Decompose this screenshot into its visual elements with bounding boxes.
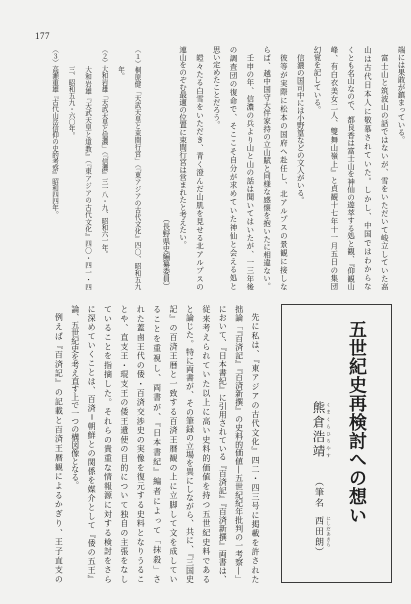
author-byline xyxy=(308,401,331,558)
note-line: （１）桐原健「天武天皇と束間行宮」（『東アジアの古代文化』四〇、昭和五九 xyxy=(133,46,141,290)
pen-name-ruby xyxy=(313,515,331,548)
text-column: ることを重視し、両書が、『日本書紀』編者によって「抹殺」さ xyxy=(152,305,162,583)
author-name-reading: くまくらひろやす xyxy=(325,401,331,459)
note-line: 大和岩雄『天武天皇と道教』（『東アジアの古代文化』四〇・四一・四 xyxy=(83,65,92,290)
text-column: れた蓋鹵王代の倭・百済交渉史の実像を復元する史料となりうるこ xyxy=(136,305,146,583)
text-column: 信濃の国司中には小野篁などの文人がいる。 xyxy=(296,53,306,204)
note-line: （３）高瀬重雄『古代山岳信仰の史的考察』昭和四四年。 xyxy=(50,46,59,218)
text-column: 例えば『百済記』の記載と百済王暦観によるかぎり、王子直支の xyxy=(54,313,64,583)
text-column: 記』の百済王暦と一致する百済王暦観の上に立脚して文を成してい xyxy=(169,305,179,583)
text-column: ていることを指摘した。それらの貴重な情報源に対する検討をさら xyxy=(103,305,113,583)
previous-article-text xyxy=(157,46,409,290)
article-title-box xyxy=(281,304,392,583)
text-column: の調査団の復命で、そここそ自分が求めていた神仙と会える処と xyxy=(229,46,239,290)
page-number: 177 xyxy=(35,31,50,41)
notes xyxy=(46,46,145,290)
text-column: とや、直支王・琨支王の倭王遺使の目的について独自の主張をなし xyxy=(119,305,129,583)
text-column: 壬申の年、信濃の兵より山と山の話は聞いてはいたが、一三年後 xyxy=(245,53,255,290)
pen-name-text: 西田朗 xyxy=(313,515,323,547)
note-line: （２）大和岩雄「天武天皇と信濃」（『信濃』三一八・九、昭和六一年。 xyxy=(100,46,108,258)
note-line: 三、昭和五九・六〇年。 xyxy=(67,65,75,139)
article-title: 五世紀史再検討への想い xyxy=(346,320,367,525)
text-column: に深めていくことは、百済＝朝鮮との関係を媒介として『倭の五王』 xyxy=(87,305,97,583)
pen-name-close: ） xyxy=(313,547,323,558)
text-column: らば、越中国守大伴家持の立山賦と同様な感懐を抱いたに相違ない。 xyxy=(262,46,272,290)
text-column: 皚々たる白雪をいただき、青く澄んだ山肌を見せる北アルプスの xyxy=(195,53,205,290)
text-column: 論、五世紀史を考え直す上で一つの構図像となる。 xyxy=(70,305,80,489)
author-name: 熊倉浩靖 xyxy=(311,401,326,459)
text-column: 峰、有白衣美女二人、雙舞山嶺上』と貞観十七年十一月五日の集団 xyxy=(329,46,339,290)
text-column: 山は古代日本人に敬慕されていた。しかし、中国ではわからな xyxy=(363,46,373,290)
author-affiliation: （長野県史編纂委員） xyxy=(161,215,171,290)
text-column: 端には果敢が鎮まっている。 xyxy=(397,46,406,144)
text-column: くとも名山なので、都良香は富士山を神仙の遊萃する処と観、『仰観山 xyxy=(346,46,356,290)
pen-name-reading: にしだあきら xyxy=(325,515,331,547)
text-column: 彼等が実際に松本の国府へ赴任し、北アルプスの景観に接しな xyxy=(279,53,289,290)
note-line: 年。 xyxy=(116,65,125,79)
text-column: 連山をのぞむ最適の位置に束間行宮は営まれたと考えたい。 xyxy=(178,46,188,249)
text-column: 拙論「『百済記』『百済新撰』の史料的価値―五世紀紀年批判の一考察―」 xyxy=(234,305,244,583)
text-column: 幻覚を記している。 xyxy=(313,46,323,114)
text-column: 従来考えられていた以上に高い史料的価値を持つ五世紀史料である xyxy=(201,305,211,583)
text-column: 思い定めたことだろう。 xyxy=(212,46,222,129)
text-column: において、『日本書紀』に引用されている『百済記』『百済新撰』両書は、 xyxy=(218,305,228,583)
pen-name-label: （筆名 xyxy=(313,477,323,509)
text-column: 富士山と筑波山の話ではないが、雪をいただいて峻立していた高 xyxy=(380,53,390,290)
author-name-ruby xyxy=(311,401,331,459)
article-body xyxy=(50,305,263,583)
pen-name xyxy=(313,477,331,558)
text-column: と論じた。特に両書が、その筆録の立場を異にしながら、共に、『三国史 xyxy=(185,305,195,583)
text-column: 先に私は、『東アジアの古代文化』四二・四三号に掲載を許された xyxy=(251,313,260,583)
